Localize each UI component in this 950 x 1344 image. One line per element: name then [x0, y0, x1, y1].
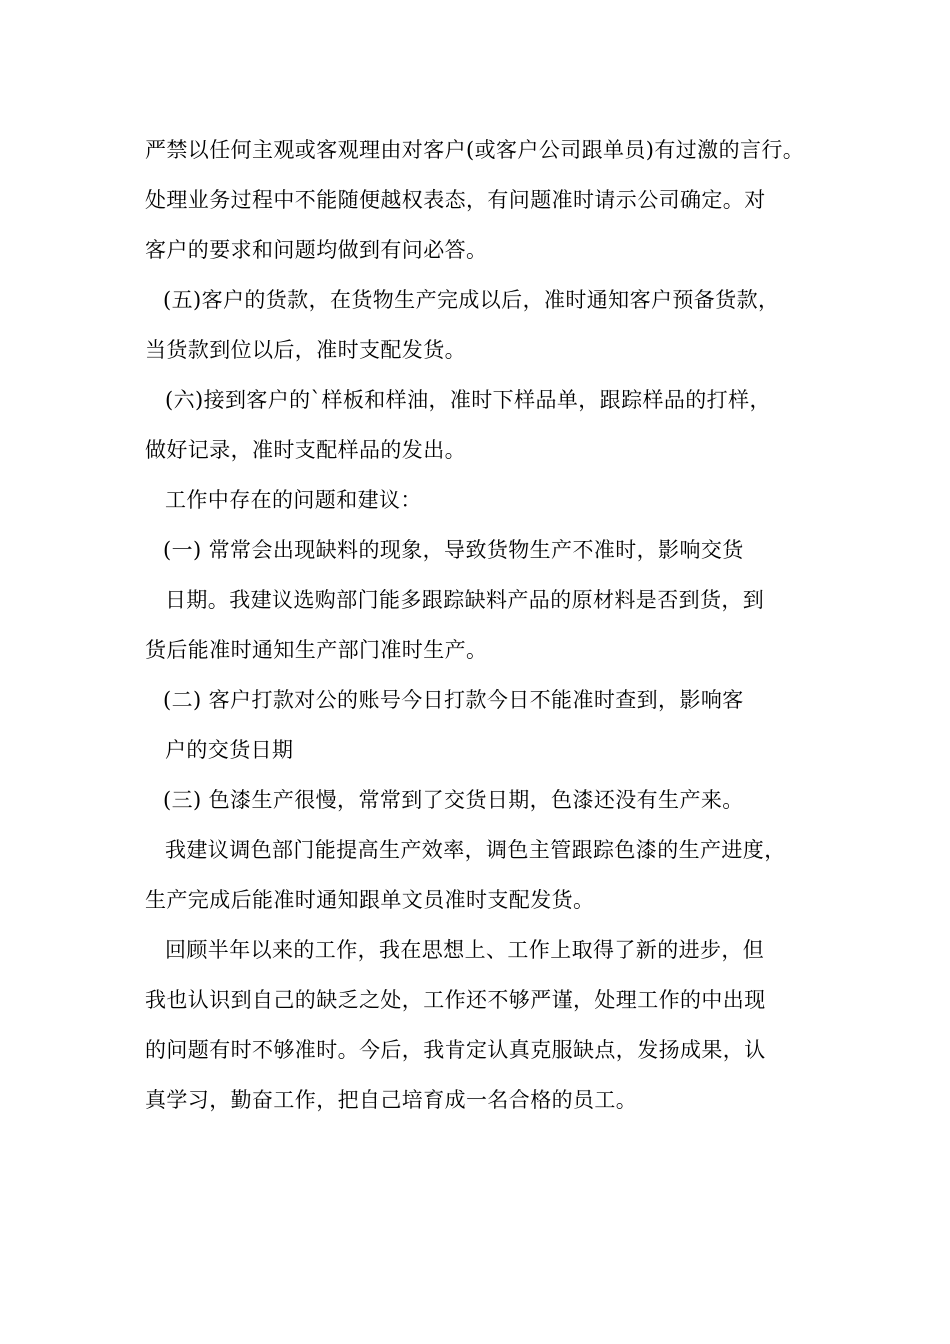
text-line: 回顾半年以来的工作，我在思想上、工作上取得了新的进步，但	[165, 938, 765, 962]
text-line: (二) 客户打款对公的账号今日打款今日不能准时查到，影响客	[163, 688, 744, 712]
text-line: 我也认识到自己的缺乏之处，工作还不够严谨，处理工作的中出现	[145, 988, 766, 1012]
text-line: 严禁以任何主观或客观理由对客户(或客户公司跟单员)有过激的言行。	[145, 138, 805, 162]
text-line: (三) 色漆生产很慢，常常到了交货日期，色漆还没有生产来。	[163, 788, 744, 812]
text-line: 处理业务过程中不能随便越权表态，有问题准时请示公司确定。对	[145, 188, 766, 212]
section-heading: 工作中存在的问题和建议：	[165, 488, 422, 512]
text-line: 我建议调色部门能提高生产效率，调色主管跟踪色漆的生产进度，	[165, 838, 786, 862]
text-line: 户的交货日期	[165, 738, 294, 762]
text-line: 做好记录，准时支配样品的发出。	[145, 438, 466, 462]
text-line: (五)客户的货款，在货物生产完成以后，准时通知客户预备货款，	[163, 288, 780, 312]
text-line: 真学习，勤奋工作，把自己培育成一名合格的员工。	[145, 1088, 638, 1112]
text-line: 生产完成后能准时通知跟单文员准时支配发货。	[145, 888, 595, 912]
text-line: 日期。我建议选购部门能多跟踪缺料产品的原材料是否到货，到	[165, 588, 765, 612]
text-line: 当货款到位以后，准时支配发货。	[145, 338, 466, 362]
text-line: (六)接到客户的`样板和样油，准时下样品单，跟踪样品的打样，	[165, 388, 771, 412]
text-line: 的问题有时不够准时。今后，我肯定认真克服缺点，发扬成果，认	[145, 1038, 766, 1062]
text-line: 客户的要求和问题均做到有问必答。	[145, 238, 488, 262]
text-line: (一) 常常会出现缺料的现象，导致货物生产不准时，影响交货	[163, 538, 744, 562]
text-line: 货后能准时通知生产部门准时生产。	[145, 638, 488, 662]
